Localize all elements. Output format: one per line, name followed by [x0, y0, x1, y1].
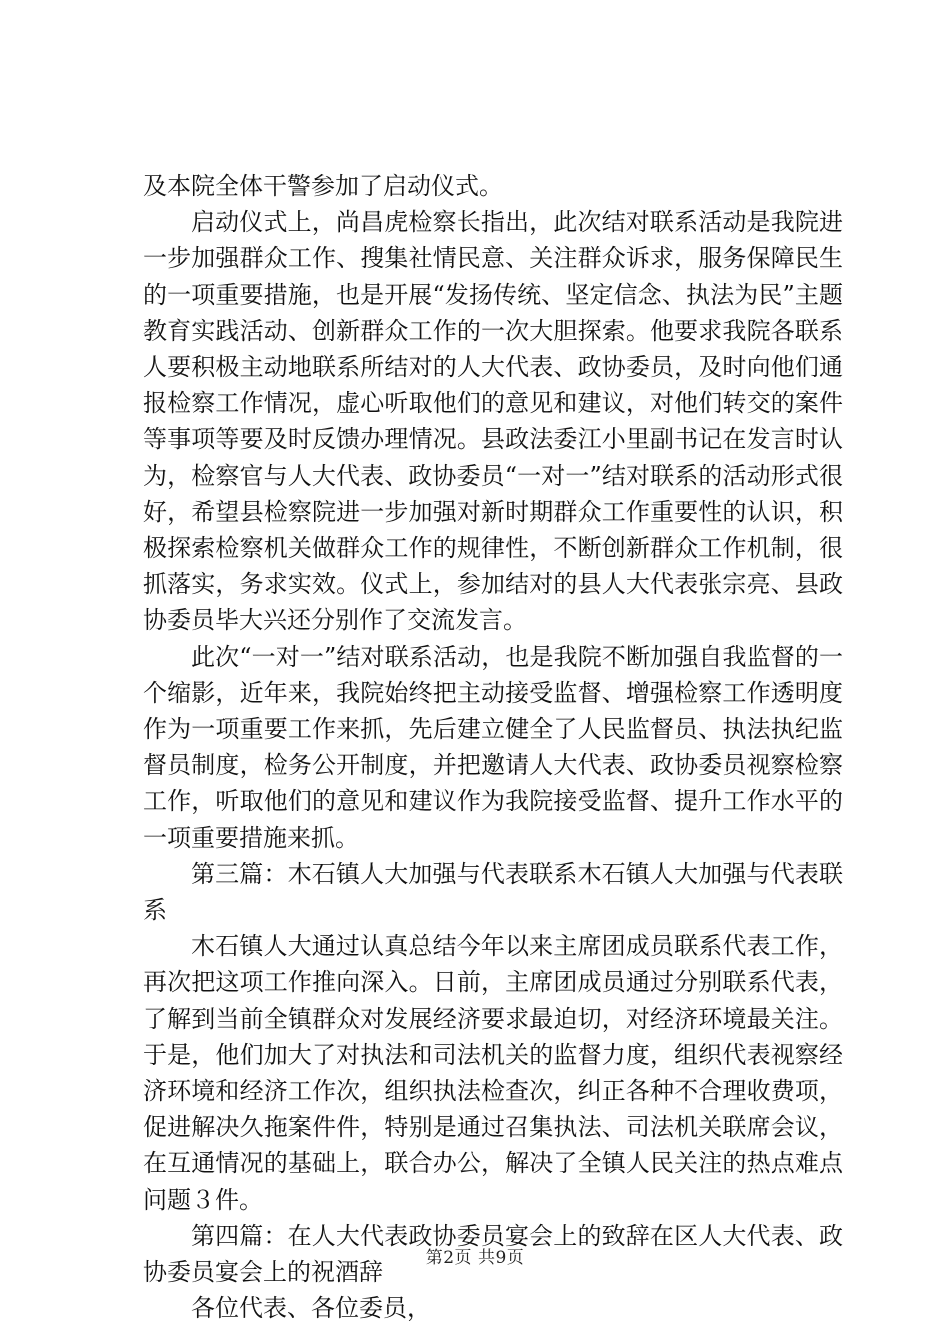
- paragraph-mushi-town: 木石镇人大通过认真总结今年以来主席团成员联系代表工作，再次把这项工作推向深入。日前，主席团成员通过分别联系代表，了解到当前全镇群众对发展经济要求最迫切，对经济环境最关注。于是，他们加大了对执法和司法机关的监督力度，组织代表视察经济环境和经济工作次，组织执法检查次，纠正各种不合理收费项，促进解决久拖案件件，特别是通过召集执法、司法机关联席会议，在互通情况的基础上，联合办公，解决了全镇人民关注的热点难点问题３件。: [143, 932, 843, 1214]
- document-body: [143, 168, 843, 1327]
- paragraph-continuation: 及本院全体干警参加了启动仪式。: [143, 172, 503, 200]
- page-number-footer: 第2页 共9页: [425, 1248, 525, 1268]
- section-heading-part-four: 第四篇：在人大代表政协委员宴会上的致辞在区人大代表、政协委员宴会上的祝酒辞: [143, 1221, 843, 1287]
- section-heading-part-three: 第三篇：木石镇人大加强与代表联系木石镇人大加强与代表联系: [143, 859, 843, 925]
- paragraph-salutation: 各位代表、各位委员，: [191, 1294, 431, 1323]
- paragraph-launch-ceremony: 启动仪式上，尚昌虎检察长指出，此次结对联系活动是我院进一步加强群众工作、搜集社情民意、关注群众诉求，服务保障民生的一项重要措施，也是开展“发扬传统、坚定信念、执法为民”主题教育实践活动、创新群众工作的一次大胆探索。他要求我院各联系人要积极主动地联系所结对的人大代表、政协委员，及时向他们通报检察工作情况，虚心听取他们的意见和建议，对他们转交的案件等事项等要及时反馈办理情况。县政法委江小里副书记在发言时认为，检察官与人大代表、政协委员“一对一”结对联系的活动形式很好，希望县检察院进一步加强对新时期群众工作重要性的认识，积极探索检察机关做群众工作的规律性，不断创新群众工作机制，很抓落实，务求实效。仪式上，参加结对的县人大代表张宗亮、县政协委员毕大兴还分别作了交流发言。: [143, 208, 843, 635]
- paragraph-self-supervision: 此次“一对一”结对联系活动，也是我院不断加强自我监督的一个缩影，近年来，我院始终把主动接受监督、增强检察工作透明度作为一项重要工作来抓，先后建立健全了人民监督员、执法执纪监督员制度，检务公开制度，并把邀请人大代表、政协委员视察检察工作，听取他们的意见和建议作为我院接受监督、提升工作水平的一项重要措施来抓。: [143, 642, 843, 852]
